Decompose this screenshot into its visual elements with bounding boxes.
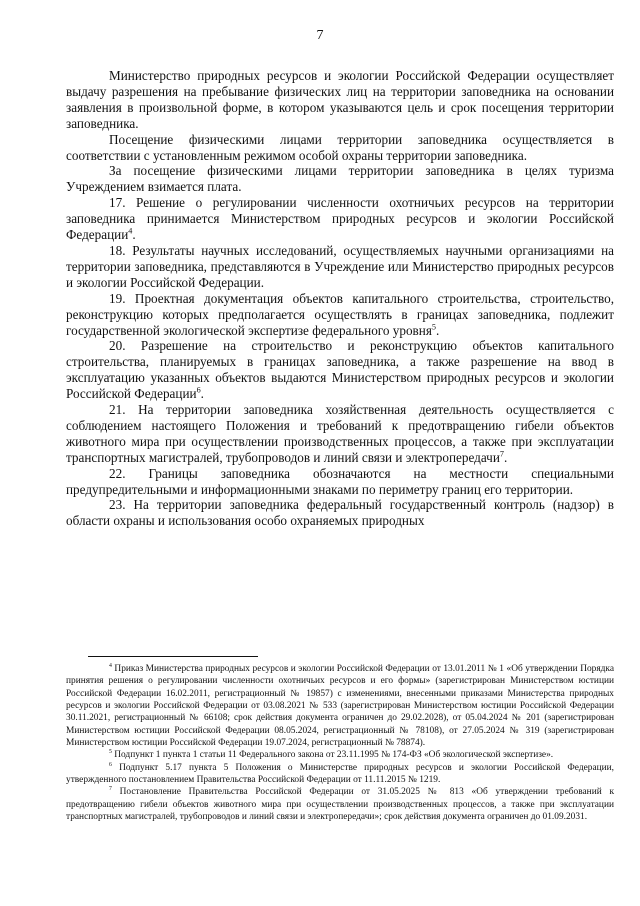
paragraph-18 [66, 243, 614, 291]
paragraph-text: 17. Решение о регулировании численности охотничьих ресурсов на территории заповедника принимается Министерством природных ресурсов и экологии Российской Федерации [66, 195, 614, 243]
paragraph [66, 68, 614, 132]
paragraph [66, 132, 614, 164]
footnote-ref[interactable]: 6 [196, 385, 201, 395]
footnote-5 [66, 749, 614, 761]
paragraph-text: 18. Результаты научных исследований, осуществляемых научными организациями на территории заповедника, представляются в Учреждение или Министерство природных ресурсов и экологии Российской Федерации. [66, 242, 614, 290]
footnote-4 [66, 663, 614, 749]
body-text [66, 68, 614, 529]
footnote-separator [88, 656, 258, 657]
footnote-mark: 4 [109, 662, 112, 669]
footnote-ref[interactable]: 5 [431, 322, 436, 332]
paragraph-17 [66, 195, 614, 243]
paragraph-tail: . [436, 322, 440, 338]
paragraph-text: 20. Разрешение на строительство и реконструкцию объектов капитального строительства, планируемых в границах заповедника, а также разрешение на ввод в эксплуатацию указанных объектов выдаются Министерством природных ресурсов и экологии Российской Федерации [66, 338, 614, 402]
footnote-text: Подпункт 1 пункта 1 статьи 11 Федерального закона от 23.11.1995 № 174-ФЗ «Об экологической экспертизе». [114, 750, 554, 761]
footnote-text: Подпункт 5.17 пункта 5 Положения о Министерстве природных ресурсов и экологии Российской Федерации, утвержденного постановлением Правительства Российской Федерации от 11.11.2015 № 1219. [66, 762, 615, 786]
paragraph-tail: . [200, 386, 204, 402]
paragraph-tail: . [503, 449, 508, 465]
paragraph-text: 19. Проектная документация объектов капитального строительства, строительство, реконструкцию которых предполагается осуществлять в границах заповедника, подлежит государственной экологической экспертизе федерального уровня [66, 290, 614, 338]
paragraph-text: За посещение физическими лицами территории заповедника в целях туризма Учреждением взимается плата. [66, 163, 614, 195]
page-number: 7 [316, 28, 324, 43]
paragraph-text: Посещение физическими лицами территории заповедника осуществляется в соответствии с установленным режимом особой охраны территории заповедника. [66, 131, 614, 163]
paragraph-20 [66, 338, 614, 402]
paragraph-22 [66, 466, 614, 498]
paragraph-23 [66, 497, 614, 529]
footnote-ref[interactable]: 4 [128, 226, 133, 236]
paragraph [66, 163, 614, 195]
paragraph-19 [66, 291, 614, 339]
footnotes [66, 663, 614, 823]
footnote-mark: 5 [109, 749, 112, 756]
footnote-6 [66, 762, 614, 787]
footnote-mark: 6 [109, 761, 112, 768]
paragraph-text: 22. Границы заповедника обозначаются на местности специальными предупредительными и информационными знаками по периметру границ его территории. [66, 465, 614, 497]
footnote-ref[interactable]: 7 [499, 449, 504, 459]
footnote-mark: 7 [109, 786, 112, 793]
footnote-text: Постановление Правительства Российской Федерации от 31.05.2025 № 813 «Об утверждении требований к предотвращению гибели объектов животного мира при осуществлении производственных процессов, а также при эксплуатации транспортных магистралей, трубопроводов и линий связи и электропередачи»; срок действия документа ограничен до 01.09.2031. [66, 787, 615, 823]
paragraph-tail: . [132, 227, 136, 243]
paragraph-text: 21. На территории заповедника хозяйственная деятельность осуществляется с соблюдением настоящего Положения и требований к предотвращению гибели объектов животного мира при осуществлении производственных процессов, а также при эксплуатации транспортных магистралей, трубопроводов и линий связи и электропередачи [66, 402, 614, 465]
paragraph-21 [66, 402, 614, 466]
footnote-7 [66, 786, 614, 823]
paragraph-text: 23. На территории заповедника федеральный государственный контроль (надзор) в области охраны и использования особо охраняемых природных [66, 497, 614, 529]
footnote-text: Приказ Министерства природных ресурсов и экологии Российской Федерации от 13.01.2011 № 1 «Об утверждении Порядка принятия решения о регулировании численности охотничьих ресурсов и его формы» (зарегистрирован Министерством юстиции Российской Федерации 16.02.2011, регистрационный № 19857) с изменениями, внесенными приказами Министерства природных ресурсов и экологии Российской Федерации от 03.08.2021 № 533 (зарегистрирован Министерством юстиции Российской Федерации 30.11.2021, регистрационный № 66108; срок действия документа ограничен до 29.02.2028), от 05.04.2024 № 201 (зарегистрирован Министерством юстиции Российской Федерации 08.05.2024, регистрационный № 78108), от 27.05.2024 № 319 (зарегистрирован Министерством юстиции Российской Федерации 19.07.2024, регистрационный № 78874). [66, 664, 615, 749]
paragraph-text: Министерство природных ресурсов и экологии Российской Федерации осуществляет выдачу разрешения на пребывание физических лиц на территории заповедника на основании заявления в произвольной форме, в котором указываются цель и срок посещения территории заповедника. [66, 68, 614, 131]
